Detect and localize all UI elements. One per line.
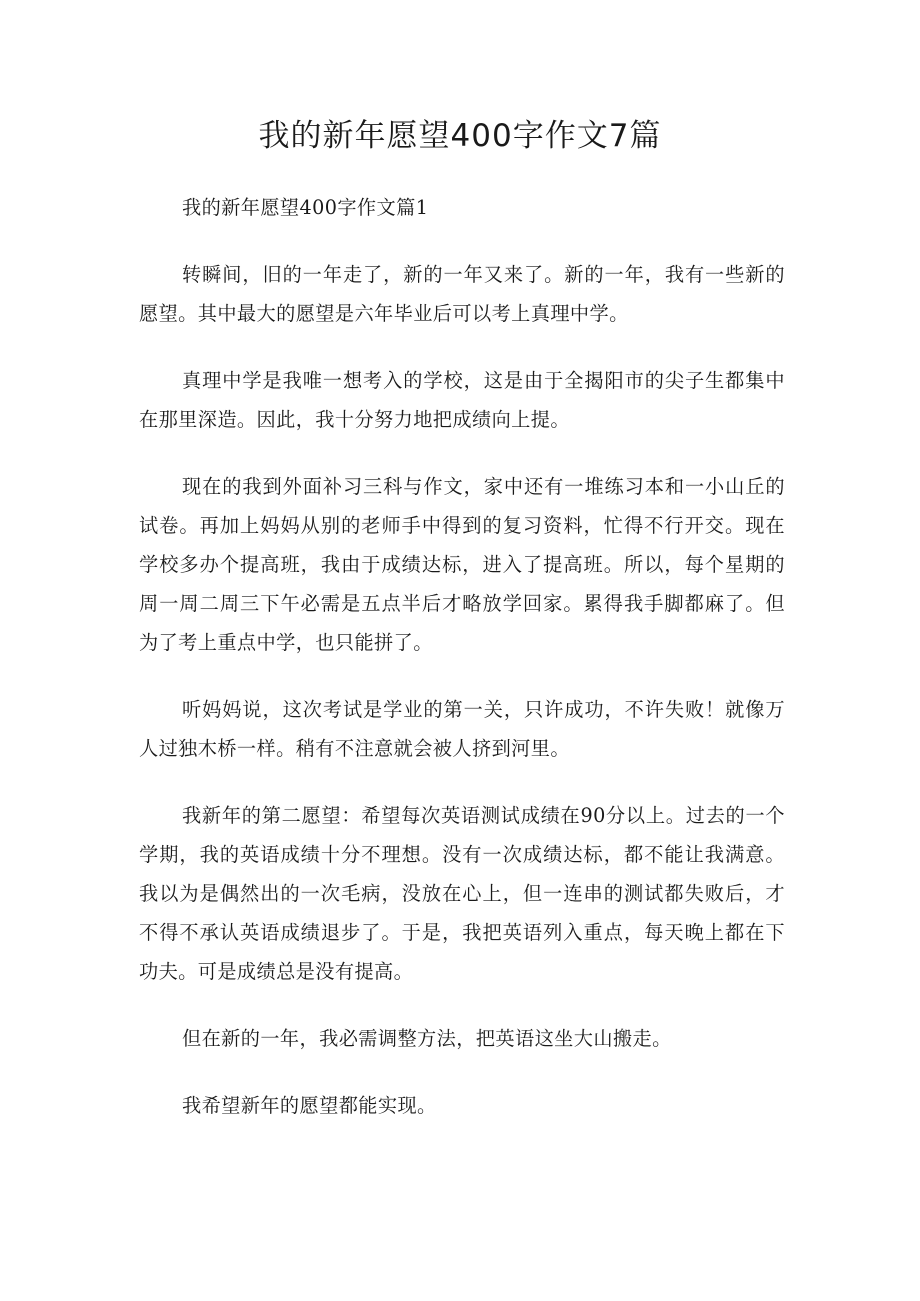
section-heading: 我的新年愿望400字作文篇1 <box>182 196 429 219</box>
paragraph: 但在新的一年，我必需调整方法，把英语这坐大山搬走。 <box>182 1027 672 1050</box>
document-body <box>139 188 785 1153</box>
paragraph: 听妈妈说，这次考试是学业的第一关，只许成功，不许失败！就像万人过独木桥一样。稍有不注意就会被人挤到河里。 <box>139 698 785 760</box>
paragraph: 我希望新年的愿望都能实现。 <box>182 1094 437 1117</box>
paragraph: 真理中学是我唯一想考入的学校，这是由于全揭阳市的尖子生都集中在那里深造。因此，我十分努力地把成绩向上提。 <box>139 369 785 431</box>
paragraph: 转瞬间，旧的一年走了，新的一年又来了。新的一年，我有一些新的愿望。其中最大的愿望是六年毕业后可以考上真理中学。 <box>139 263 785 325</box>
paragraph: 我新年的第二愿望：希望每次英语测试成绩在90分以上。过去的一个学期，我的英语成绩十分不理想。没有一次成绩达标，都不能让我满意。我以为是偶然出的一次毛病，没放在心上，但一连串的测试都失败后，才不得不承认英语成绩退步了。于是，我把英语列入重点，每天晚上都在下功夫。可是成绩总是没有提高。 <box>139 804 785 983</box>
document-title: 我的新年愿望400字作文7篇 <box>258 118 662 154</box>
paragraph: 现在的我到外面补习三科与作文，家中还有一堆练习本和一小山丘的试卷。再加上妈妈从别的老师手中得到的复习资料，忙得不行开交。现在学校多办个提高班，我由于成绩达标，进入了提高班。所以，每个星期的周一周二周三下午必需是五点半后才略放学回家。累得我手脚都麻了。但为了考上重点中学，也只能拼了。 <box>139 475 785 654</box>
